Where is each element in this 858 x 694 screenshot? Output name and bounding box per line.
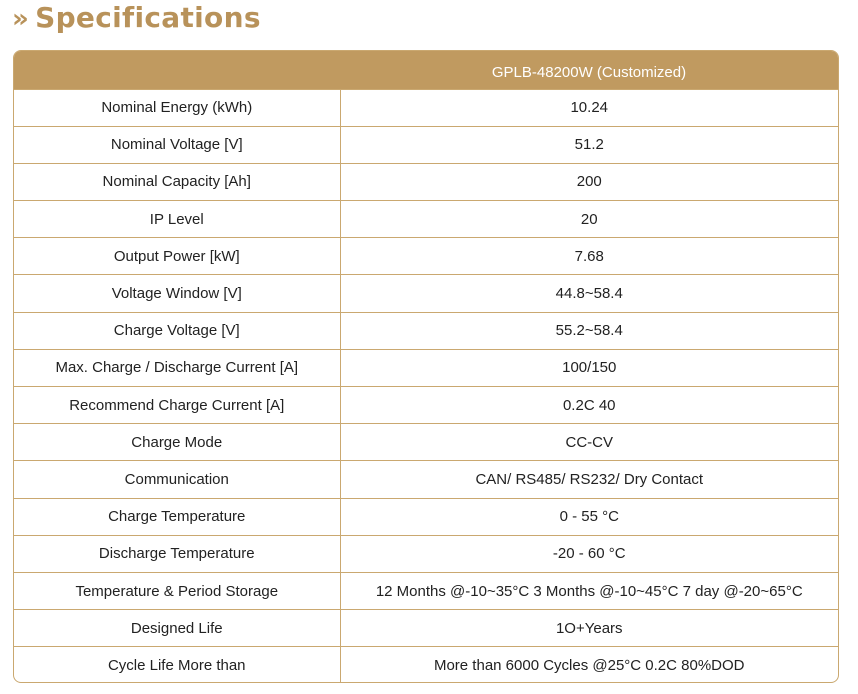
- spec-label: Nominal Voltage [V]: [14, 126, 340, 163]
- spec-value: 0.2C 40: [340, 387, 838, 424]
- specifications-table: [14, 51, 838, 683]
- spec-value: 20: [340, 201, 838, 238]
- spec-value: 10.24: [340, 89, 838, 126]
- table-row: [14, 572, 838, 609]
- table-header-row: [14, 51, 838, 89]
- table-row: [14, 126, 838, 163]
- table-row: [14, 89, 838, 126]
- spec-label: Voltage Window [V]: [14, 275, 340, 312]
- spec-label: Charge Temperature: [14, 498, 340, 535]
- spec-label: Discharge Temperature: [14, 535, 340, 572]
- spec-label: IP Level: [14, 201, 340, 238]
- spec-value: 44.8~58.4: [340, 275, 838, 312]
- table-row: [14, 163, 838, 200]
- spec-label: Recommend Charge Current [A]: [14, 387, 340, 424]
- spec-label: Max. Charge / Discharge Current [A]: [14, 349, 340, 386]
- header-parameter-cell: [14, 51, 340, 89]
- spec-label: Output Power [kW]: [14, 238, 340, 275]
- table-row: [14, 275, 838, 312]
- spec-value: More than 6000 Cycles @25°C 0.2C 80%DOD: [340, 647, 838, 683]
- header-model-cell: GPLB-48200W (Customized): [491, 64, 687, 82]
- table-row: [14, 312, 838, 349]
- spec-label: Charge Mode: [14, 424, 340, 461]
- table-row: [14, 424, 838, 461]
- spec-value: CC-CV: [340, 424, 838, 461]
- spec-label: Designed Life: [14, 610, 340, 647]
- table-body: [14, 89, 838, 683]
- table-row: [14, 349, 838, 386]
- spec-label: Cycle Life More than: [14, 647, 340, 683]
- spec-label: Nominal Capacity [Ah]: [14, 163, 340, 200]
- spec-value: 100/150: [340, 349, 838, 386]
- table-row: [14, 387, 838, 424]
- table-row: [14, 647, 838, 683]
- spec-label: Charge Voltage [V]: [14, 312, 340, 349]
- spec-value: 7.68: [340, 238, 838, 275]
- spec-value: 1O+Years: [340, 610, 838, 647]
- spec-value: 200: [340, 163, 838, 200]
- table-row: [14, 201, 838, 238]
- table-row: [14, 610, 838, 647]
- spec-value: CAN/ RS485/ RS232/ Dry Contact: [340, 461, 838, 498]
- spec-value: 12 Months @-10~35°C 3 Months @-10~45°C 7 day @-20~65°C: [340, 572, 838, 609]
- spec-label: Communication: [14, 461, 340, 498]
- title-text: Specifications: [35, 1, 261, 34]
- spec-value: 51.2: [340, 126, 838, 163]
- spec-label: Nominal Energy (kWh): [14, 89, 340, 126]
- title-marker: »: [12, 4, 30, 34]
- table-row: [14, 498, 838, 535]
- page-title: [12, 0, 261, 36]
- specifications-table-frame: [13, 50, 839, 683]
- table-row: [14, 461, 838, 498]
- spec-value: 55.2~58.4: [340, 312, 838, 349]
- spec-value: -20 - 60 °C: [340, 535, 838, 572]
- table-row: [14, 238, 838, 275]
- table-row: [14, 535, 838, 572]
- spec-value: 0 - 55 °C: [340, 498, 838, 535]
- spec-label: Temperature & Period Storage: [14, 572, 340, 609]
